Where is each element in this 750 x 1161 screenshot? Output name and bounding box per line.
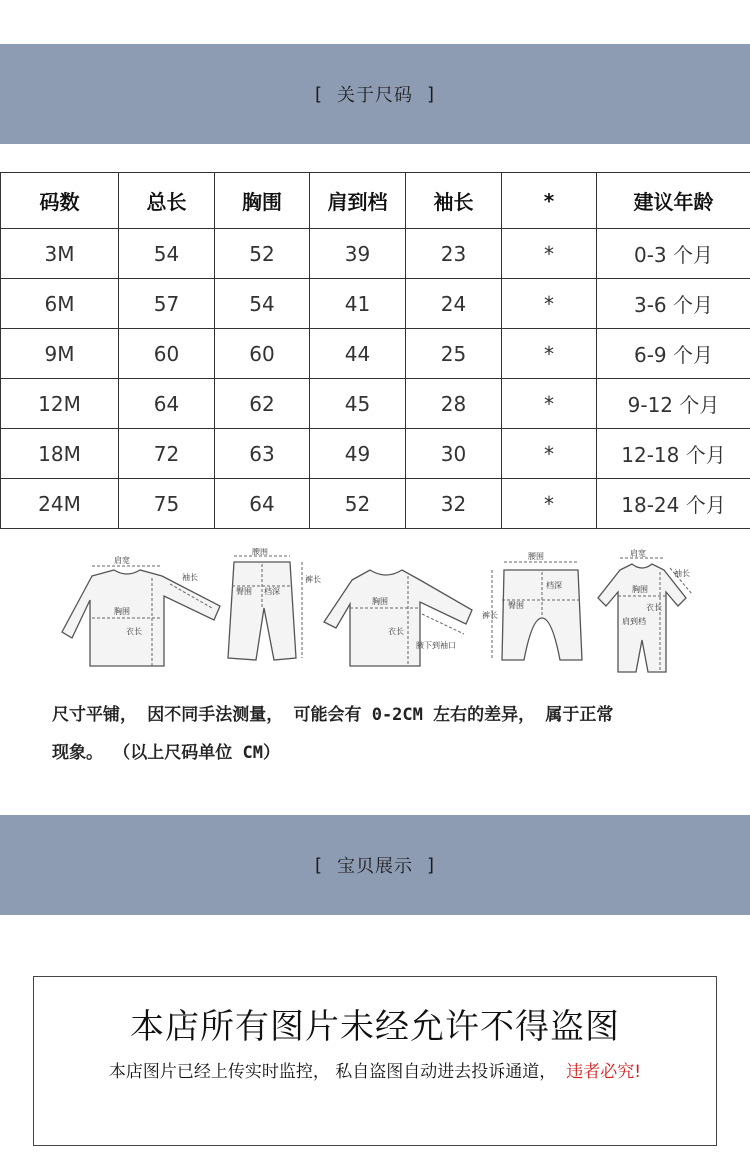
cell-age: 9-12 个月 [597,379,750,429]
cell-age: 6-9 个月 [597,329,750,379]
table-header-row [1,173,750,229]
table-row [1,279,750,329]
header-sleeve: 袖长 [406,173,502,229]
diagram-label: 胸围 [372,597,388,606]
diagram-label: 腋下到袖口 [416,641,456,650]
cell-asterisk: * [502,329,597,379]
cell-shoulder-to-crotch: 52 [310,479,406,529]
note-line-2: 现象。 （以上尺码单位 CM） [52,743,280,763]
baby-pants-illustration [482,552,582,660]
cell-sleeve: 25 [406,329,502,379]
pants-illustration [228,548,321,660]
cell-length: 72 [119,429,215,479]
diagram-label: 袖长 [182,573,198,582]
header-length: 总长 [119,173,215,229]
cell-sleeve: 32 [406,479,502,529]
header-shoulder-to-crotch: 肩到档 [310,173,406,229]
cell-shoulder-to-crotch: 39 [310,229,406,279]
table-row [1,329,750,379]
cell-shoulder-to-crotch: 45 [310,379,406,429]
size-note [52,696,712,772]
size-table [0,172,750,529]
notice-subtitle: 本店图片已经上传实时监控， 私自盗图自动进去投诉通道， [108,1062,557,1082]
diagram-label: 肩宽 [630,549,646,558]
cell-asterisk: * [502,429,597,479]
notice-warning: 违者必究! [566,1062,642,1082]
table-row [1,379,750,429]
shirt-illustration [62,555,220,666]
diagram-label: 肩到档 [622,617,646,626]
cell-age: 3-6 个月 [597,279,750,329]
banner-bracket-left: [ [314,854,323,876]
cell-size: 9M [1,329,119,379]
cell-length: 57 [119,279,215,329]
banner-bracket-left: [ [314,83,323,105]
cell-shoulder-to-crotch: 44 [310,329,406,379]
diagram-label: 腰围 [252,548,268,556]
diagram-label: 腰围 [528,552,544,561]
cell-shoulder-to-crotch: 49 [310,429,406,479]
diagram-label: 衣长 [646,603,662,612]
size-info-banner [0,44,750,144]
cell-length: 75 [119,479,215,529]
cell-shoulder-to-crotch: 41 [310,279,406,329]
cell-age: 12-18 个月 [597,429,750,479]
diagram-label: 袖长 [674,569,690,578]
header-size: 码数 [1,173,119,229]
banner-title: 宝贝展示 [337,856,413,877]
cell-chest: 54 [215,279,310,329]
diagram-label: 档深 [264,587,280,596]
cell-size: 6M [1,279,119,329]
copyright-notice [33,976,717,1146]
table-row [1,429,750,479]
cell-asterisk: * [502,379,597,429]
cell-size: 12M [1,379,119,429]
cell-size: 18M [1,429,119,479]
product-display-banner [0,815,750,915]
cell-length: 54 [119,229,215,279]
diagram-label: 胸围 [632,585,648,594]
header-age: 建议年龄 [597,173,750,229]
table-row [1,229,750,279]
cell-age: 0-3 个月 [597,229,750,279]
cell-size: 3M [1,229,119,279]
diagram-label: 裤长 [305,575,321,584]
cell-asterisk: * [502,479,597,529]
cell-age: 18-24 个月 [597,479,750,529]
diagram-label: 裤长 [482,611,498,620]
romper-illustration [598,548,692,672]
measurement-diagram [52,548,702,688]
notice-subtitle-row [34,1057,716,1082]
banner-bracket-right: ] [427,854,436,876]
diagram-label: 肩宽 [114,556,130,565]
note-line-1: 尺寸平铺， 因不同手法测量， 可能会有 0-2CM 左右的差异， 属于正常 [52,705,614,725]
cell-sleeve: 28 [406,379,502,429]
cell-chest: 62 [215,379,310,429]
notice-title: 本店所有图片未经允许不得盗图 [130,1007,620,1047]
cell-length: 60 [119,329,215,379]
diagram-label: 臀围 [236,587,252,596]
banner-title: 关于尺码 [337,85,413,106]
cell-size: 24M [1,479,119,529]
table-row [1,479,750,529]
raglan-shirt-illustration [324,570,472,666]
cell-chest: 60 [215,329,310,379]
diagram-label: 档深 [546,581,562,590]
cell-length: 64 [119,379,215,429]
cell-sleeve: 23 [406,229,502,279]
diagram-label: 衣长 [388,627,404,636]
cell-sleeve: 24 [406,279,502,329]
cell-asterisk: * [502,279,597,329]
header-asterisk: * [502,173,597,229]
banner-bracket-right: ] [427,83,436,105]
cell-asterisk: * [502,229,597,279]
diagram-label: 胸围 [114,607,130,616]
header-chest: 胸围 [215,173,310,229]
cell-chest: 52 [215,229,310,279]
cell-sleeve: 30 [406,429,502,479]
diagram-label: 衣长 [126,627,142,636]
cell-chest: 64 [215,479,310,529]
diagram-label: 臀围 [508,601,524,610]
cell-chest: 63 [215,429,310,479]
